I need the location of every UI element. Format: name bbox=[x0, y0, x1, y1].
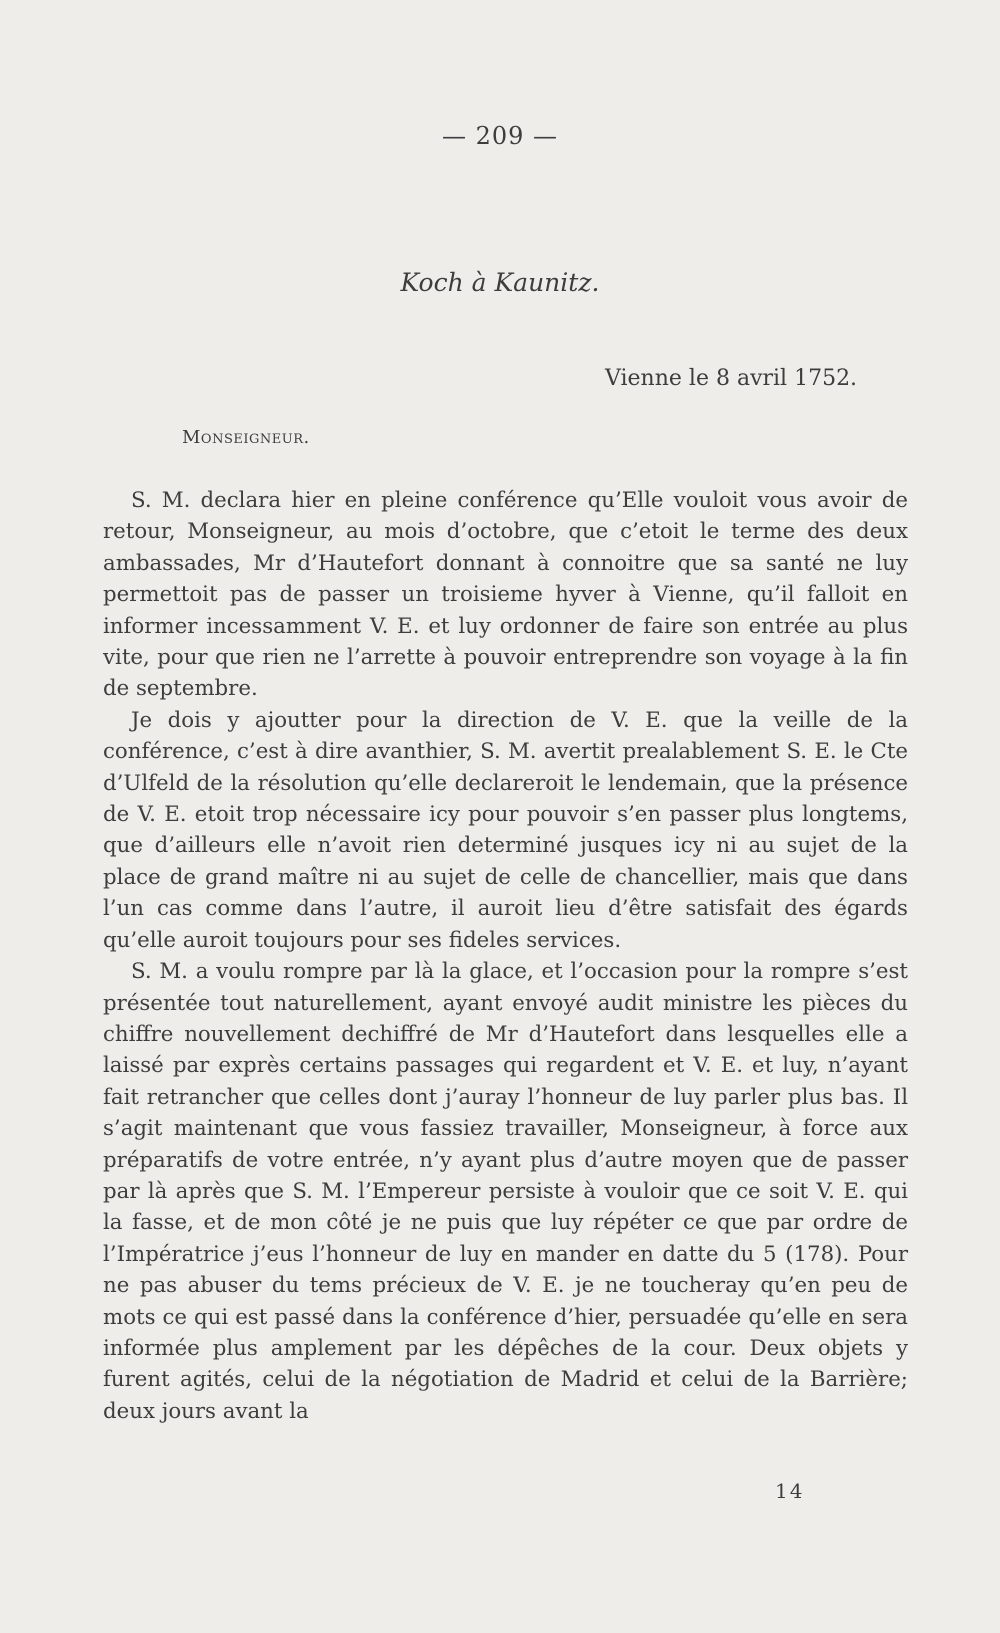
letter-body bbox=[103, 485, 908, 1427]
paragraph-3: S. M. a voulu rompre par là la glace, et l’occasion pour la rompre s’est présentée tout naturellement, ayant envoyé audit ministre les pièces du chiffre nouvellement dechiffré de Mr d’Hautefort dans lesquelles elle a laissé par exprès certains passages qui regardent et V. E. et luy, n’ayant fait retrancher que celles dont j’auray l’honneur de luy parler plus bas. Il s’agit maintenant que vous fassiez travailler, Monseigneur, à force aux préparatifs de votre entrée, n’y ayant plus d’autre moyen que de passer par là après que S. M. l’Empereur persiste à vouloir que ce soit V. E. qui la fasse, et de mon côté je ne puis que luy répéter ce que par ordre de l’Impératrice j’eus l’honneur de luy en mander en datte du 5 (178). Pour ne pas abuser du tems précieux de V. E. je ne toucheray qu’en peu de mots ce qui est passé dans la conférence d’hier, persuadée qu’elle en sera informée plus amplement par les dépêches de la cour. Deux objets y furent agités, celui de la négotiation de Madrid et celui de la Barrière; deux jours avant la bbox=[103, 959, 908, 1424]
paragraph-2: Je dois y ajoutter pour la direction de V. E. que la veille de la conférence, c’est à dire avanthier, S. M. avertit prealablement S. E. le Cte d’Ulfeld de la résolution qu’elle declareroit le lendemain, que la présence de V. E. etoit trop nécessaire icy pour pouvoir s’en passer plus longtems, que d’ailleurs elle n’avoit rien determiné jusques icy ni au sujet de la place de grand maître ni au sujet de celle de chancellier, mais que dans l’un cas comme dans l’autre, il auroit lieu d’être satisfait des égards qu’elle auroit toujours pour ses fideles services. bbox=[103, 707, 908, 953]
dateline: Vienne le 8 avril 1752. bbox=[605, 366, 858, 391]
paragraph-1: S. M. declara hier en pleine conférence qu’Elle vouloit vous avoir de retour, Monseigneur, au mois d’octobre, que c’etoit le terme des deux ambassades, Mr d’Hautefort donnant à connoitre que sa santé ne luy permettoit pas de passer un troisieme hyver à Vienne, qu’il falloit en informer incessamment V. E. et luy ordonner de faire son entrée au plus vite, pour que rien ne l’arrette à pouvoir entreprendre son voyage à la fin de septembre. bbox=[103, 488, 908, 702]
page-number: — 209 — bbox=[441, 122, 559, 150]
signature-mark: 14 bbox=[775, 1479, 805, 1503]
letter-title: Koch à Kaunitz. bbox=[400, 268, 600, 297]
salutation: Monseigneur. bbox=[182, 427, 310, 448]
